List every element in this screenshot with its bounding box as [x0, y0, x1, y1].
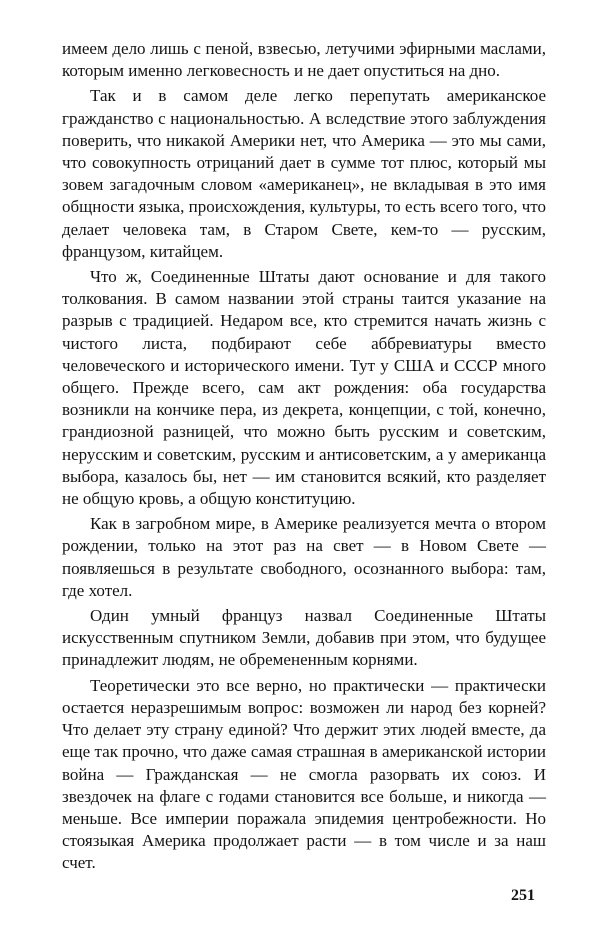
- page-body: [62, 38, 546, 875]
- paragraph-6: Теоретически это все верно, но практически — практически остается неразрешимым вопрос: возможен ли народ без корней? Что делает эту страну единой? Что держит этих людей вместе, да еще так прочно, что даже самая страшная в американской истории война — Гражданская — не смогла разорвать их союз. И звездочек на флаге с годами становится все больше, и никогда — меньше. Все империи поражала эпидемия центробежности. Но стоязыкая Америка продолжает расти — в том числе и за наш счет.: [62, 675, 546, 873]
- paragraph-2: Так и в самом деле легко перепутать американское гражданство с национальностью. А вследствие этого заблуждения поверить, что никакой Америки нет, что Америка — это мы сами, что совокупность отрицаний дает в сумме тот плюс, который мы зовем загадочным словом «американец», не вкладывая в это имя общности языка, происхождения, культуры, то есть всего того, что делает человека там, в Старом Свете, кем-то — русским, французом, китайцем.: [62, 86, 546, 261]
- paragraph-3: Что ж, Соединенные Штаты дают основание и для такого толкования. В самом названии этой страны таится указание на разрыв с традицией. Недаром все, кто стремится начать жизнь с чистого листа, подбирают себе аббревиатуры вместо человеческого и исторического имени. Тут у США и СССР много общего. Прежде всего, сам акт рождения: оба государства возникли на кончике пера, из декрета, концепции, с той, конечно, грандиозной разницей, что можно быть русским и советским, нерусским и советским, русским и антисоветским, а у американца выбора, казалось бы, нет — им становится всякий, кто разделяет не общую кровь, а общую конституцию.: [62, 267, 546, 509]
- paragraph-1: имеем дело лишь с пеной, взвесью, летучими эфирными маслами, которым именно легковесность и не дает опуститься на дно.: [62, 39, 546, 81]
- page-number: 251: [511, 887, 535, 904]
- paragraph-5: Один умный француз назвал Соединенные Штаты искусственным спутником Земли, добавив при этом, что будущее принадлежит людям, не обремененным корнями.: [62, 606, 546, 670]
- paragraph-4: Как в загробном мире, в Америке реализуется мечта о втором рождении, только на этот раз на свет — в Новом Свете — появляешься в результате свободного, осознанного выбора: там, где хотел.: [62, 514, 546, 600]
